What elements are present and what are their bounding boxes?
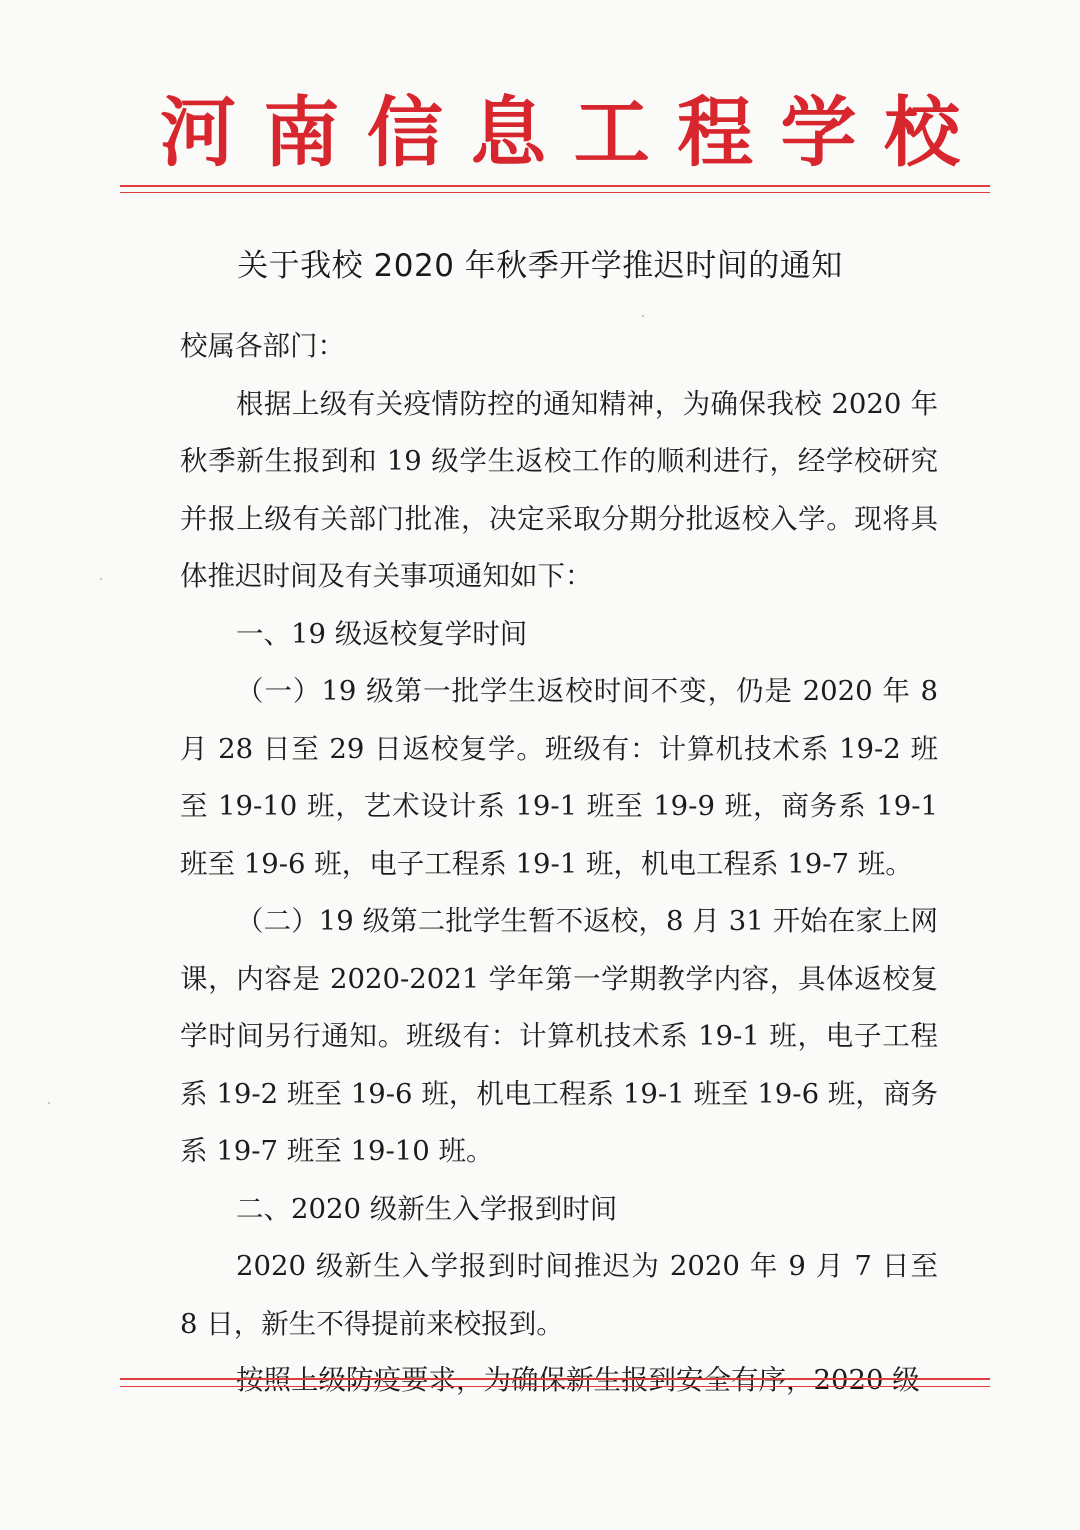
section1-item-1: （一）19 级第一批学生返校时间不变，仍是 2020 年 8 月 28 日至 29 日返校复学。班级有：计算机技术系 19-2 班至 19-10 班，艺术设计系 19-1 班至 19-9 班，商务系 19-1 班至 19-6 班，电子工程系 19-1 班，机电工程系 19-7 班。 — [180, 675, 938, 880]
letterhead-char: 程 — [677, 88, 754, 177]
letterhead-char: 信 — [366, 88, 443, 177]
document-body — [180, 318, 938, 1353]
letterhead-char: 校 — [883, 88, 960, 177]
document-title: 关于我校 2020 年秋季开学推迟时间的通知 — [237, 248, 843, 284]
footer-rule-top — [120, 1378, 990, 1380]
letterhead-school-name — [160, 88, 960, 178]
letterhead-rule-top — [120, 185, 990, 187]
intro-paragraph: 根据上级有关疫情防控的通知精神，为确保我校 2020 年秋季新生报到和 19 级学生返校工作的顺利进行，经学校研究并报上级有关部门批准，决定采取分期分批返校入学。现将具体推迟时间及有关事项通知如下： — [180, 387, 938, 592]
scan-speck — [48, 1102, 50, 1104]
letterhead-char: 南 — [263, 88, 340, 177]
scan-speck — [100, 578, 102, 580]
salutation: 校属各部门： — [180, 330, 345, 362]
letterhead-char: 学 — [780, 88, 857, 177]
scan-speck — [642, 315, 644, 317]
letterhead-rule-bottom — [120, 192, 990, 193]
section-heading-1: 一、19 级返校复学时间 — [236, 617, 528, 650]
section1-item-2: （二）19 级第二批学生暂不返校，8 月 31 开始在家上网课，内容是 2020-2021 学年第一学期教学内容，具体返校复学时间另行通知。班级有：计算机技术系 19-1 班，电子工程系 19-2 班至 19-6 班，机电工程系 19-1 班至 19-6 班，商务系 19-7 班至 19-10 班。 — [180, 905, 938, 1167]
section2-paragraph-2-partial: 按照上级防疫要求，为确保新生报到安全有序，2020 级 — [236, 1364, 920, 1396]
letterhead-char: 河 — [160, 88, 236, 177]
section-heading-2: 二、2020 级新生入学报到时间 — [236, 1192, 618, 1225]
letterhead-char: 息 — [470, 88, 547, 177]
letterhead-char: 工 — [573, 88, 650, 177]
section2-paragraph-1: 2020 级新生入学报到时间推迟为 2020 年 9 月 7 日至 8 日，新生不得提前来校报到。 — [180, 1250, 938, 1340]
footer-rule-bottom — [120, 1386, 990, 1387]
